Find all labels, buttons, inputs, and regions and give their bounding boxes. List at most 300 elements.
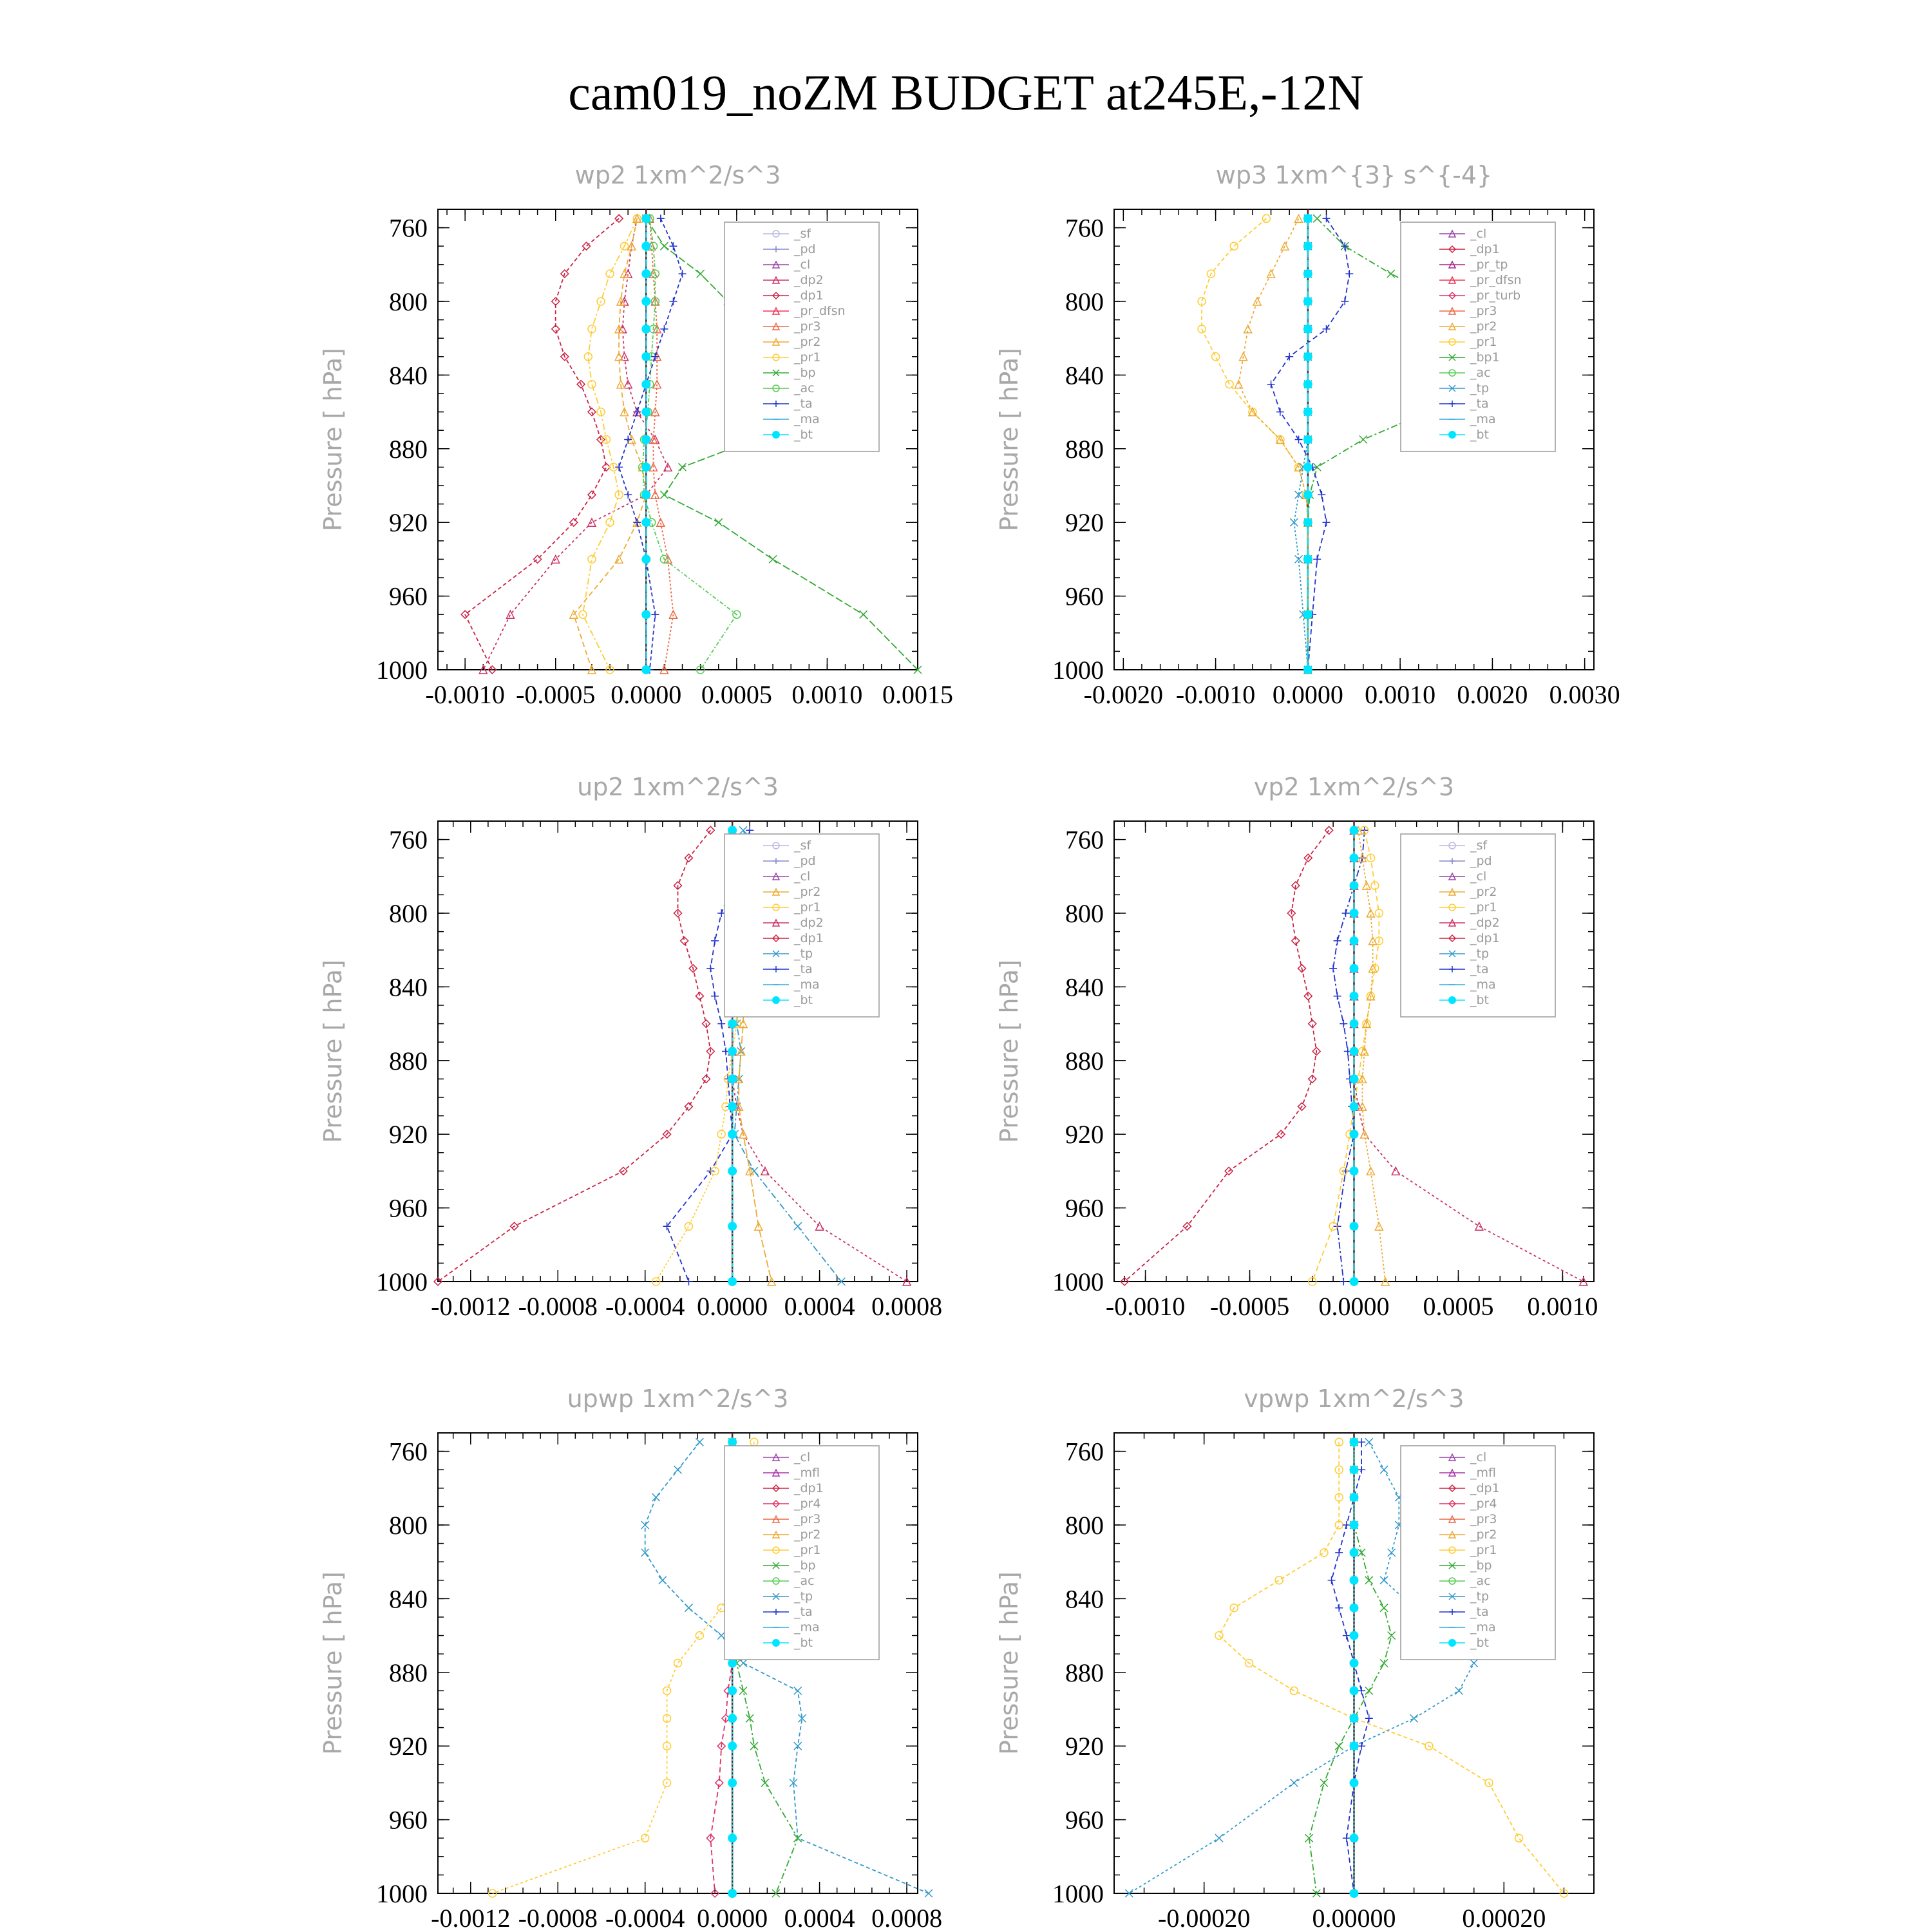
legend-entry-label: _bt	[794, 428, 813, 442]
legend-entry-label: _ta	[794, 397, 813, 411]
legend-entry-label: _bp	[794, 1558, 816, 1573]
y-tick-label: 1000	[376, 1879, 428, 1908]
legend-entry-label: _ac	[1470, 366, 1491, 380]
data-point	[641, 518, 650, 527]
y-tick-label: 840	[389, 1584, 428, 1614]
x-tick-label: -0.0004	[605, 1904, 685, 1932]
legend-entry-label: _pr2	[794, 885, 821, 899]
data-point	[660, 325, 668, 333]
data-point	[1350, 1686, 1359, 1695]
y-tick-label: 800	[389, 1511, 428, 1540]
legend-entry-label: _pr_dfsn	[794, 304, 846, 318]
legend-entry-label: _cl	[794, 258, 811, 272]
data-point	[769, 555, 777, 563]
data-point	[1350, 881, 1359, 890]
legend-entry-label: _dp1	[794, 931, 824, 945]
data-point	[1387, 270, 1395, 278]
series-pr2	[1235, 214, 1311, 674]
data-point	[1455, 1687, 1463, 1694]
y-tick-label: 800	[389, 899, 428, 928]
legend-entry-label: _pr4	[794, 1497, 821, 1511]
legend-entry-label: _ac	[1470, 1574, 1491, 1588]
series-ta	[1329, 826, 1368, 1285]
data-point	[641, 242, 650, 251]
data-point	[606, 270, 614, 278]
data-point	[1253, 298, 1261, 305]
series-pr1	[579, 214, 641, 674]
data-point	[739, 1660, 747, 1667]
y-tick-label: 760	[1065, 825, 1104, 855]
legend-entry-label: _pr4	[1470, 1497, 1497, 1511]
data-point	[728, 1277, 737, 1286]
data-point	[1365, 1687, 1373, 1694]
legend	[724, 222, 879, 451]
legend-entry-label: _ma	[1470, 412, 1496, 426]
x-tick-label: -0.0005	[516, 680, 596, 709]
data-point	[1410, 1714, 1418, 1722]
legend-entry-label: _tp	[794, 1589, 813, 1604]
legend-marker	[1448, 1639, 1456, 1647]
data-point	[1303, 408, 1312, 417]
y-tick-label: 1000	[376, 656, 428, 685]
panel-title: vpwp 1xm^2/s^3	[1244, 1385, 1464, 1413]
series-pr1	[1198, 214, 1312, 674]
legend-entry-label: _bt	[1470, 993, 1490, 1007]
legend-entry-label: _tp	[1470, 947, 1490, 961]
legend-entry-label: _bt	[1470, 1636, 1490, 1650]
data-point	[1365, 1577, 1373, 1584]
data-point	[1281, 242, 1289, 250]
legend-entry-label: _mfl	[794, 1466, 820, 1480]
data-point	[685, 1604, 692, 1612]
data-point	[1392, 1167, 1399, 1175]
panel-title: vp2 1xm^2/s^3	[1253, 773, 1455, 801]
legend-entry-label: _bp	[794, 366, 816, 380]
x-tick-label: -0.00020	[1158, 1904, 1251, 1932]
data-point	[816, 1222, 824, 1230]
legend-marker	[772, 431, 780, 439]
x-tick-label: 0.0000	[611, 680, 682, 709]
data-point	[761, 1779, 769, 1786]
legend-entry-label: _pr3	[1470, 1512, 1497, 1526]
legend-entry-label: _ma	[794, 1620, 820, 1634]
y-tick-label: 960	[389, 1193, 428, 1223]
y-tick-label: 1000	[1052, 1267, 1104, 1296]
legend-entry-label: _pr2	[794, 335, 821, 349]
data-point	[1380, 1466, 1388, 1473]
series-pr1	[489, 1438, 758, 1897]
data-point	[1212, 353, 1220, 361]
data-point	[696, 992, 703, 1000]
y-tick-label: 840	[1065, 361, 1104, 390]
data-point	[1340, 1020, 1347, 1028]
data-point	[1276, 408, 1284, 416]
data-point	[1340, 1278, 1347, 1285]
data-point	[652, 1493, 660, 1501]
data-point	[1365, 1714, 1373, 1722]
y-axis-label: Pressure [ hPa]	[319, 348, 347, 531]
data-point	[711, 937, 719, 945]
series-line	[583, 218, 637, 670]
x-tick-label: -0.0020	[1083, 680, 1163, 709]
figure-title: cam019_noZM BUDGET at245E,-12N	[568, 64, 1364, 120]
legend	[724, 1446, 879, 1660]
data-point	[669, 298, 677, 305]
series-ta	[1328, 1438, 1373, 1897]
data-point	[1350, 909, 1359, 918]
legend-entry-label: _pr1	[794, 1543, 821, 1557]
data-point	[1350, 1631, 1359, 1640]
data-point	[1335, 1549, 1343, 1557]
x-tick-label: 0.0005	[701, 680, 772, 709]
y-tick-label: 960	[389, 582, 428, 611]
legend-entry-label: _cl	[1470, 227, 1487, 241]
data-point	[1215, 1834, 1223, 1842]
legend-entry-label: _pr_tp	[1470, 258, 1508, 272]
data-point	[641, 1521, 649, 1529]
x-tick-label: 0.0020	[1457, 680, 1528, 709]
y-tick-label: 840	[1065, 972, 1104, 1002]
x-tick-label: 0.0004	[784, 1292, 855, 1321]
series-pr3	[646, 214, 677, 674]
data-point	[641, 610, 650, 619]
data-point	[1303, 490, 1312, 499]
x-tick-label: 0.0000	[1272, 680, 1343, 709]
legend-marker	[772, 1639, 780, 1647]
data-point	[1295, 436, 1303, 444]
panel-4	[995, 773, 1598, 1321]
data-point	[641, 665, 650, 674]
data-point	[651, 611, 659, 618]
data-point	[1350, 992, 1359, 1001]
data-point	[1475, 1222, 1483, 1230]
legend-marker	[1448, 431, 1456, 439]
panel-2	[995, 161, 1620, 709]
y-tick-label: 760	[1065, 1437, 1104, 1466]
series-pr2	[1354, 826, 1389, 1285]
data-point	[925, 1889, 933, 1897]
series-line	[574, 218, 647, 670]
data-point	[674, 1466, 682, 1473]
series-dp1	[461, 214, 623, 674]
y-tick-label: 800	[1065, 899, 1104, 928]
y-tick-label: 800	[1065, 1511, 1104, 1540]
y-tick-label: 840	[389, 361, 428, 390]
legend-entry-label: _pr1	[794, 900, 821, 914]
legend-entry-label: _dp2	[794, 273, 824, 287]
data-point	[1358, 1742, 1365, 1750]
x-tick-label: 0.0015	[882, 680, 953, 709]
data-point	[750, 1438, 758, 1446]
legend-entry-label: _pr1	[1470, 900, 1497, 914]
data-point	[1343, 1834, 1350, 1842]
data-point	[1267, 381, 1275, 388]
y-tick-label: 800	[1065, 287, 1104, 316]
series-bp	[1305, 1438, 1396, 1897]
data-point	[1320, 1549, 1328, 1557]
data-point	[1350, 1889, 1359, 1898]
legend-entry-label: _ac	[794, 381, 815, 395]
data-point	[1388, 1549, 1396, 1557]
legend-entry-label: _dp1	[794, 1481, 824, 1495]
x-tick-label: -0.0008	[518, 1904, 598, 1932]
data-point	[728, 1166, 737, 1175]
data-point	[1350, 1277, 1359, 1286]
data-point	[1358, 1687, 1365, 1694]
data-point	[1350, 1019, 1359, 1028]
x-tick-label: 0.0010	[1527, 1292, 1598, 1321]
legend-entry-label: _pr3	[794, 1512, 821, 1526]
y-tick-label: 880	[389, 1658, 428, 1687]
y-tick-label: 880	[1065, 1046, 1104, 1075]
legend-entry-label: _pr_turb	[1470, 289, 1521, 303]
data-point	[1350, 853, 1359, 862]
x-tick-label: 0.0030	[1549, 680, 1620, 709]
data-point	[728, 1222, 737, 1231]
x-tick-label: 0.0000	[697, 1292, 768, 1321]
legend-entry-label: _dp2	[1470, 916, 1500, 930]
y-tick-label: 1000	[1052, 656, 1104, 685]
data-point	[1358, 1549, 1365, 1557]
legend-entry-label: _pr3	[1470, 304, 1497, 318]
legend-entry-label: _cl	[1470, 1450, 1487, 1464]
data-point	[674, 1660, 682, 1667]
data-point	[660, 242, 668, 250]
legend-entry-label: _ma	[1470, 1620, 1496, 1634]
series-line	[1238, 218, 1308, 670]
data-point	[711, 992, 719, 1000]
data-point	[1303, 665, 1312, 674]
panel-title: wp2 1xm^2/s^3	[574, 161, 781, 189]
data-point	[1380, 1660, 1388, 1667]
y-tick-label: 880	[1065, 434, 1104, 464]
series-dp1	[434, 826, 714, 1285]
data-point	[641, 214, 650, 223]
legend-entry-label: _ta	[794, 962, 813, 976]
data-point	[641, 380, 650, 389]
panel-6	[995, 1385, 1594, 1932]
series-line	[493, 1442, 754, 1893]
legend-entry-label: _sf	[794, 838, 811, 853]
data-point	[1303, 325, 1312, 334]
data-point	[1267, 270, 1275, 278]
data-point	[1303, 242, 1312, 251]
legend-entry-label: _pr2	[794, 1528, 821, 1542]
series-line	[1124, 830, 1329, 1282]
data-point	[860, 611, 867, 618]
data-point	[1303, 435, 1312, 444]
legend-entry-label: _sf	[1470, 838, 1488, 853]
legend-entry-label: _bp1	[1470, 350, 1500, 365]
legend-marker	[1448, 996, 1456, 1004]
data-point	[660, 491, 668, 498]
y-axis-label: Pressure [ hPa]	[995, 960, 1023, 1143]
legend-entry-label: _bt	[794, 1636, 813, 1650]
legend-entry-label: _pr_dfsn	[1470, 273, 1522, 287]
x-tick-label: -0.0005	[1209, 1292, 1290, 1321]
data-point	[659, 1577, 667, 1584]
data-point	[1343, 1632, 1350, 1640]
legend-entry-label: _bp	[1470, 1558, 1492, 1573]
x-tick-label: 0.0000	[1318, 1292, 1390, 1321]
data-point	[606, 518, 614, 526]
legend-entry-label: _sf	[794, 227, 811, 241]
data-point	[1358, 1466, 1365, 1473]
panel-1	[319, 161, 953, 709]
y-tick-label: 800	[389, 287, 428, 316]
legend	[1401, 834, 1555, 1017]
data-point	[641, 352, 650, 361]
data-point	[728, 1778, 737, 1787]
data-point	[1358, 1438, 1365, 1446]
data-point	[696, 1632, 703, 1640]
y-tick-label: 920	[389, 1120, 428, 1150]
x-tick-label: 0.0005	[1423, 1292, 1494, 1321]
series-line	[465, 218, 619, 670]
data-point	[696, 1438, 703, 1446]
series-line	[1312, 830, 1379, 1282]
data-point	[717, 1020, 725, 1028]
legend-entry-label: _ma	[794, 412, 820, 426]
y-tick-label: 920	[1065, 1120, 1104, 1150]
data-point	[1350, 1130, 1359, 1139]
x-tick-label: 0.0008	[871, 1292, 943, 1321]
data-point	[1334, 992, 1341, 1000]
legend-entry-label: _pd	[794, 854, 816, 868]
y-tick-label: 920	[1065, 1732, 1104, 1761]
data-point	[685, 1222, 692, 1230]
data-point	[1295, 214, 1303, 222]
x-tick-label: 0.0010	[1365, 680, 1436, 709]
y-tick-label: 960	[389, 1805, 428, 1835]
legend-entry-label: _bt	[1470, 428, 1490, 442]
data-point	[1303, 352, 1312, 361]
series-line	[1202, 218, 1308, 670]
data-point	[1303, 518, 1312, 527]
panel-title: upwp 1xm^2/s^3	[567, 1385, 789, 1413]
data-point	[641, 297, 650, 306]
data-point	[1303, 269, 1312, 278]
y-tick-label: 960	[1065, 1193, 1104, 1223]
data-point	[1470, 1660, 1478, 1667]
data-point	[1328, 1577, 1336, 1584]
x-tick-label: -0.0010	[425, 680, 505, 709]
data-point	[1323, 214, 1331, 222]
data-point	[641, 1834, 649, 1842]
legend-entry-label: _ta	[1470, 1605, 1489, 1619]
x-tick-label: 0.0000	[697, 1904, 768, 1932]
legend-entry-label: _tp	[1470, 1589, 1490, 1604]
data-point	[681, 937, 688, 945]
data-point	[728, 1437, 737, 1446]
data-point	[1335, 1604, 1343, 1612]
data-point	[1350, 1465, 1359, 1474]
panel-title: wp3 1xm^{3} s^{-4}	[1215, 161, 1493, 189]
x-tick-label: 0.0008	[871, 1904, 943, 1932]
data-point	[624, 491, 632, 498]
y-tick-label: 920	[389, 508, 428, 538]
data-point	[1350, 936, 1359, 945]
legend-entry-label: _cl	[794, 869, 811, 884]
legend-entry-label: _pr2	[1470, 885, 1497, 899]
x-tick-label: 0.0010	[791, 680, 863, 709]
data-point	[633, 518, 641, 526]
data-point	[1350, 1520, 1359, 1530]
data-point	[657, 214, 665, 222]
x-tick-label: -0.0012	[431, 1904, 511, 1932]
data-point	[1313, 555, 1321, 563]
series-ta	[1267, 214, 1354, 674]
y-axis-label: Pressure [ hPa]	[995, 348, 1023, 531]
y-tick-label: 920	[389, 1732, 428, 1761]
data-point	[697, 270, 705, 278]
data-point	[794, 1687, 802, 1694]
data-point	[1341, 298, 1349, 305]
legend-entry-label: _pr1	[1470, 1543, 1497, 1557]
data-point	[1275, 1577, 1283, 1584]
legend-entry-label: _pr2	[1470, 319, 1497, 334]
data-point	[1303, 214, 1312, 223]
data-point	[1285, 353, 1293, 361]
data-point	[1350, 1548, 1359, 1557]
y-tick-label: 840	[389, 972, 428, 1002]
y-tick-label: 880	[389, 434, 428, 464]
data-point	[1365, 1438, 1373, 1446]
data-point	[1350, 1833, 1359, 1842]
data-point	[1359, 436, 1367, 444]
series-ta	[615, 214, 686, 674]
legend-entry-label: _bt	[794, 993, 813, 1007]
data-point	[728, 1130, 737, 1139]
legend-entry-label: _tp	[794, 947, 813, 961]
data-point	[1350, 1222, 1359, 1231]
data-point	[739, 1687, 747, 1694]
legend-entry-label: _dp1	[1470, 931, 1500, 945]
data-point	[1303, 297, 1312, 306]
data-point	[669, 242, 677, 250]
data-point	[1350, 1778, 1359, 1787]
y-axis-label: Pressure [ hPa]	[995, 1571, 1023, 1755]
data-point	[588, 491, 596, 498]
x-tick-label: -0.0010	[1105, 1292, 1186, 1321]
data-point	[1350, 1047, 1359, 1056]
data-point	[679, 463, 687, 471]
data-point	[1350, 1659, 1359, 1668]
data-point	[715, 518, 723, 526]
data-point	[679, 270, 687, 278]
panel-5	[319, 1385, 942, 1932]
data-point	[1303, 554, 1312, 564]
y-tick-label: 960	[1065, 1805, 1104, 1835]
series-line	[1333, 830, 1365, 1282]
data-point	[1515, 1834, 1523, 1842]
data-point	[1350, 1604, 1359, 1613]
legend-entry-label: _cl	[794, 1450, 811, 1464]
data-point	[1342, 909, 1350, 917]
data-point	[1350, 1576, 1359, 1585]
legend-marker	[772, 996, 780, 1004]
series-line	[438, 830, 710, 1282]
data-point	[633, 408, 641, 416]
series-pr2	[570, 214, 650, 674]
data-point	[1350, 1102, 1359, 1111]
series-dp1	[1121, 826, 1332, 1285]
y-tick-label: 920	[1065, 508, 1104, 538]
series-line	[643, 218, 737, 670]
data-point	[641, 408, 650, 417]
legend-entry-label: _tp	[1470, 381, 1490, 395]
data-point	[1350, 964, 1359, 973]
